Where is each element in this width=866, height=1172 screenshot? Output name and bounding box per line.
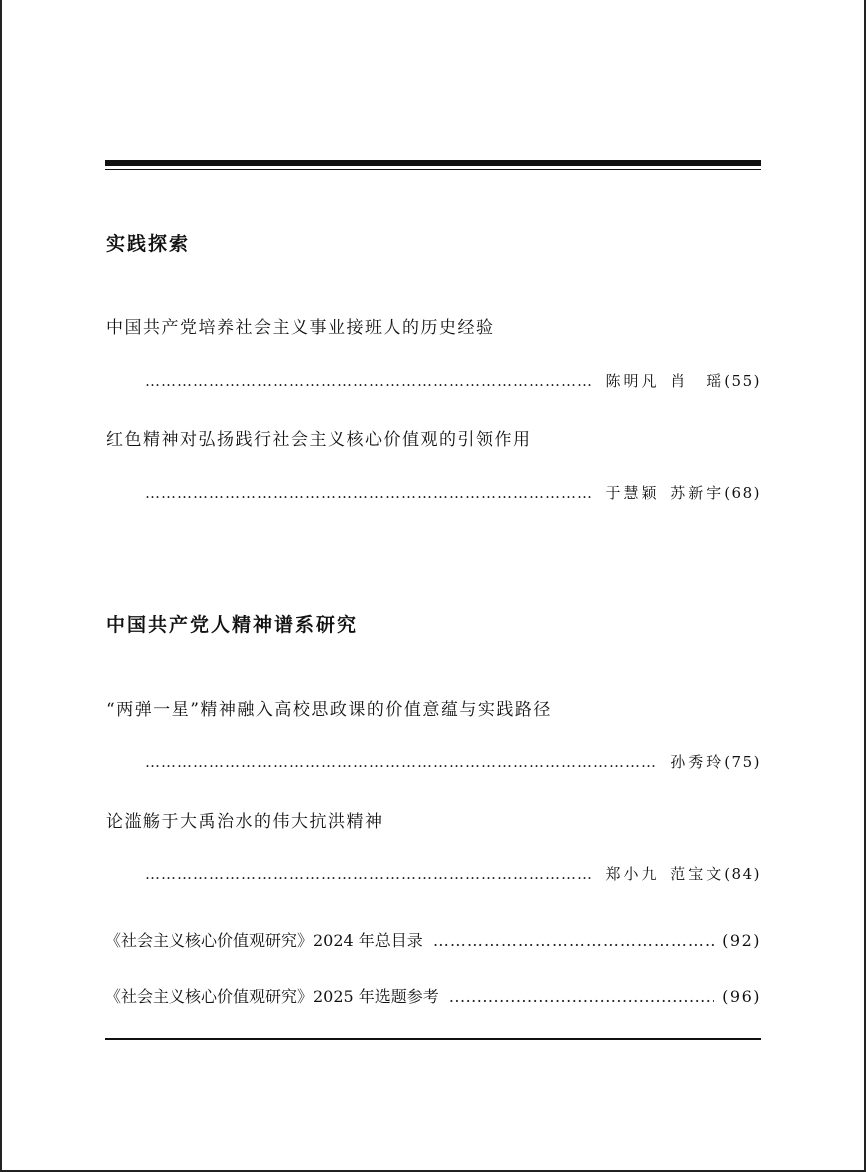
toc-entry-author: 郑小九 xyxy=(605,865,660,883)
section-title: 中国共产党人精神谱系研究 xyxy=(106,614,359,636)
toc-entry-title: 《社会主义核心价值观研究》2024 年总目录 xyxy=(105,931,423,950)
toc-entry-page: (84) xyxy=(724,865,761,883)
toc-entry-line[interactable] xyxy=(145,482,761,503)
toc-entry-page: (96) xyxy=(722,987,761,1006)
toc-entry-page: (92) xyxy=(722,931,761,950)
toc-entry-line[interactable] xyxy=(145,863,761,884)
leader-dots xyxy=(433,931,714,950)
top-rule-thick xyxy=(105,160,761,166)
toc-entry-title[interactable]: 红色精神对弘扬践行社会主义核心价值观的引领作用 xyxy=(106,430,532,450)
toc-entry-author: 肖 瑶 xyxy=(670,372,725,390)
toc-entry-line[interactable] xyxy=(145,751,761,772)
toc-entry-title[interactable]: “两弹一星”精神融入高校思政课的价值意蕴与实践路径 xyxy=(106,700,552,720)
leader-dots xyxy=(449,987,714,1006)
leader-dots xyxy=(145,372,594,390)
toc-entry-title: 《社会主义核心价值观研究》2025 年选题参考 xyxy=(105,987,439,1006)
toc-entry-page: (55) xyxy=(724,372,761,390)
bottom-rule xyxy=(105,1038,761,1040)
leader-dots xyxy=(145,753,658,771)
toc-entry-author: 陈明凡 xyxy=(605,372,660,390)
toc-entry-line[interactable] xyxy=(105,984,761,1007)
toc-entry-page: (75) xyxy=(724,753,761,771)
toc-entry-line[interactable] xyxy=(145,370,761,391)
toc-entry-line[interactable] xyxy=(105,928,761,951)
toc-entry-author: 范宝文 xyxy=(670,865,725,883)
leader-dots xyxy=(145,865,594,883)
toc-entry-title[interactable]: 论滥觞于大禹治水的伟大抗洪精神 xyxy=(106,812,384,832)
toc-entry-page: (68) xyxy=(724,484,761,502)
toc-entry-title[interactable]: 中国共产党培养社会主义事业接班人的历史经验 xyxy=(106,318,495,338)
toc-entry-author: 孙秀玲 xyxy=(670,753,725,771)
top-rule-thin xyxy=(105,169,761,170)
toc-entry-author: 于慧颖 xyxy=(605,484,660,502)
toc-entry-author: 苏新宇 xyxy=(670,484,725,502)
section-title: 实践探索 xyxy=(106,233,191,255)
leader-dots xyxy=(145,484,594,502)
